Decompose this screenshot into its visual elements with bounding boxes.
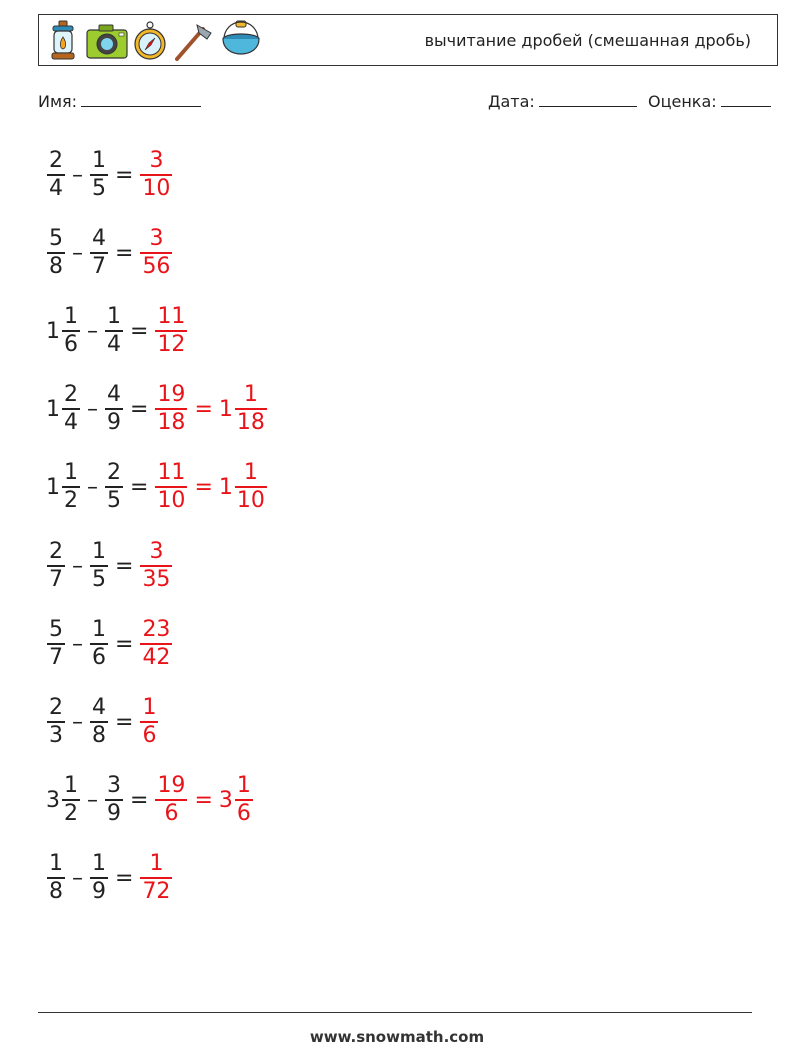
answer-fraction bbox=[155, 773, 187, 827]
denominator: 10 bbox=[157, 487, 186, 513]
numerator: 1 bbox=[142, 695, 157, 721]
whole-part: 1 bbox=[46, 318, 60, 344]
numerator: 1 bbox=[107, 304, 121, 330]
denominator: 3 bbox=[49, 722, 63, 748]
denominator: 42 bbox=[142, 644, 171, 670]
denominator: 7 bbox=[49, 644, 63, 670]
numerator: 1 bbox=[64, 773, 78, 799]
denominator: 5 bbox=[107, 487, 121, 513]
answer-fraction bbox=[155, 460, 187, 514]
denominator: 18 bbox=[236, 409, 265, 435]
numerator: 1 bbox=[64, 304, 78, 330]
grade-field bbox=[648, 92, 771, 111]
numerator: 2 bbox=[49, 148, 63, 174]
denominator: 5 bbox=[92, 175, 106, 201]
answer bbox=[154, 382, 267, 436]
answer-whole-part: 1 bbox=[218, 396, 233, 422]
numerator: 1 bbox=[92, 539, 106, 565]
equals-sign: = bbox=[115, 162, 134, 188]
problem-row bbox=[46, 770, 254, 830]
numerator: 11 bbox=[157, 304, 186, 330]
denominator: 9 bbox=[107, 409, 121, 435]
worksheet-header bbox=[38, 14, 778, 66]
minus-sign: – bbox=[87, 318, 98, 344]
camera-icon bbox=[85, 21, 129, 61]
denominator: 6 bbox=[92, 644, 106, 670]
numerator: 19 bbox=[157, 773, 186, 799]
numerator: 3 bbox=[107, 773, 121, 799]
answer bbox=[139, 148, 173, 202]
denominator: 4 bbox=[107, 331, 121, 357]
subtrahend-fraction bbox=[90, 695, 108, 749]
answer bbox=[154, 773, 253, 827]
denominator: 10 bbox=[142, 175, 171, 201]
numerator: 2 bbox=[107, 460, 121, 486]
denominator: 4 bbox=[64, 409, 78, 435]
subtrahend-fraction bbox=[90, 851, 108, 905]
minuend-fraction bbox=[62, 304, 80, 358]
grade-blank[interactable] bbox=[721, 92, 771, 107]
denominator: 10 bbox=[236, 487, 265, 513]
numerator: 4 bbox=[92, 695, 106, 721]
answer-equals-sign: = bbox=[194, 396, 213, 422]
answer-equals-sign: = bbox=[194, 474, 213, 500]
minuend-fraction bbox=[62, 382, 80, 436]
equals-sign: = bbox=[115, 553, 134, 579]
subtrahend-fraction bbox=[90, 539, 108, 593]
numerator: 3 bbox=[149, 226, 164, 252]
answer-mixed-fraction bbox=[235, 773, 253, 827]
minuend-fraction bbox=[62, 460, 80, 514]
numerator: 1 bbox=[92, 148, 106, 174]
answer bbox=[139, 539, 173, 593]
denominator: 6 bbox=[64, 331, 78, 357]
numerator: 1 bbox=[236, 773, 251, 799]
answer bbox=[139, 695, 159, 749]
numerator: 19 bbox=[157, 382, 186, 408]
numerator: 1 bbox=[64, 460, 78, 486]
subtrahend-fraction bbox=[90, 148, 108, 202]
numerator: 1 bbox=[243, 382, 258, 408]
numerator: 1 bbox=[149, 851, 164, 877]
denominator: 6 bbox=[236, 800, 251, 826]
problem-row bbox=[46, 457, 268, 517]
footer-url: www.snowmath.com bbox=[309, 1028, 485, 1046]
minus-sign: – bbox=[87, 396, 98, 422]
subtrahend-fraction bbox=[105, 382, 123, 436]
answer bbox=[139, 851, 173, 905]
minuend-fraction bbox=[47, 695, 65, 749]
equals-sign: = bbox=[115, 709, 134, 735]
numerator: 5 bbox=[49, 226, 63, 252]
minus-sign: – bbox=[87, 787, 98, 813]
problem-row bbox=[46, 379, 268, 439]
equals-sign: = bbox=[115, 240, 134, 266]
answer-fraction bbox=[155, 304, 187, 358]
denominator: 6 bbox=[142, 722, 157, 748]
date-label: Дата: bbox=[488, 92, 535, 111]
whole-part: 1 bbox=[46, 474, 60, 500]
answer bbox=[139, 226, 173, 280]
minus-sign: – bbox=[72, 240, 83, 266]
numerator: 3 bbox=[149, 539, 164, 565]
denominator: 4 bbox=[49, 175, 63, 201]
numerator: 3 bbox=[149, 148, 164, 174]
subtrahend-fraction bbox=[90, 617, 108, 671]
denominator: 35 bbox=[142, 566, 171, 592]
denominator: 8 bbox=[49, 878, 63, 904]
denominator: 7 bbox=[49, 566, 63, 592]
denominator: 56 bbox=[142, 253, 171, 279]
subtrahend-fraction bbox=[90, 226, 108, 280]
axe-icon bbox=[171, 19, 215, 63]
answer-whole-part: 1 bbox=[218, 474, 233, 500]
equals-sign: = bbox=[130, 318, 149, 344]
denominator: 7 bbox=[92, 253, 106, 279]
name-label: Имя: bbox=[38, 92, 78, 111]
answer-fraction bbox=[140, 617, 172, 671]
answer bbox=[154, 460, 267, 514]
problem-row bbox=[46, 848, 173, 908]
numerator: 5 bbox=[49, 617, 63, 643]
answer bbox=[139, 617, 173, 671]
denominator: 2 bbox=[64, 800, 78, 826]
equals-sign: = bbox=[130, 474, 149, 500]
minuend-fraction bbox=[47, 617, 65, 671]
numerator: 1 bbox=[92, 617, 106, 643]
minus-sign: – bbox=[72, 631, 83, 657]
problem-row bbox=[46, 301, 188, 361]
minuend-fraction bbox=[62, 773, 80, 827]
minuend-fraction bbox=[47, 851, 65, 905]
denominator: 12 bbox=[157, 331, 186, 357]
minus-sign: – bbox=[72, 709, 83, 735]
numerator: 1 bbox=[49, 851, 63, 877]
problem-row bbox=[46, 692, 159, 752]
denominator: 5 bbox=[92, 566, 106, 592]
answer-fraction bbox=[140, 539, 172, 593]
numerator: 4 bbox=[107, 382, 121, 408]
minus-sign: – bbox=[87, 474, 98, 500]
answer-fraction bbox=[140, 851, 172, 905]
minus-sign: – bbox=[72, 553, 83, 579]
problem-row bbox=[46, 536, 173, 596]
whole-part: 3 bbox=[46, 787, 60, 813]
numerator: 2 bbox=[49, 695, 63, 721]
equals-sign: = bbox=[130, 787, 149, 813]
denominator: 8 bbox=[49, 253, 63, 279]
answer-fraction bbox=[140, 226, 172, 280]
minuend-fraction bbox=[47, 226, 65, 280]
worksheet-title: вычитание дробей (смешанная дробь) bbox=[424, 31, 751, 50]
numerator: 11 bbox=[157, 460, 186, 486]
subtrahend-fraction bbox=[105, 773, 123, 827]
name-field bbox=[38, 92, 201, 111]
denominator: 6 bbox=[164, 800, 179, 826]
lantern-icon bbox=[45, 19, 81, 63]
minuend-fraction bbox=[47, 539, 65, 593]
footer-divider bbox=[38, 1012, 752, 1013]
numerator: 2 bbox=[49, 539, 63, 565]
pot-icon bbox=[219, 19, 263, 63]
numerator: 23 bbox=[142, 617, 171, 643]
denominator: 9 bbox=[92, 878, 106, 904]
minuend-fraction bbox=[47, 148, 65, 202]
answer bbox=[154, 304, 188, 358]
answer-fraction bbox=[155, 382, 187, 436]
numerator: 1 bbox=[243, 460, 258, 486]
answer-mixed-fraction bbox=[235, 382, 267, 436]
answer-whole-part: 3 bbox=[218, 787, 233, 813]
name-blank[interactable] bbox=[81, 92, 201, 107]
date-blank[interactable] bbox=[539, 92, 637, 107]
equals-sign: = bbox=[115, 631, 134, 657]
subtrahend-fraction bbox=[105, 304, 123, 358]
numerator: 2 bbox=[64, 382, 78, 408]
answer-fraction bbox=[140, 695, 158, 749]
numerator: 4 bbox=[92, 226, 106, 252]
numerator: 1 bbox=[92, 851, 106, 877]
answer-mixed-fraction bbox=[235, 460, 267, 514]
whole-part: 1 bbox=[46, 396, 60, 422]
equals-sign: = bbox=[130, 396, 149, 422]
denominator: 72 bbox=[142, 878, 171, 904]
denominator: 2 bbox=[64, 487, 78, 513]
problem-row bbox=[46, 223, 173, 283]
denominator: 18 bbox=[157, 409, 186, 435]
equals-sign: = bbox=[115, 865, 134, 891]
minus-sign: – bbox=[72, 865, 83, 891]
denominator: 8 bbox=[92, 722, 106, 748]
grade-label: Оценка: bbox=[648, 92, 717, 111]
subtrahend-fraction bbox=[105, 460, 123, 514]
answer-equals-sign: = bbox=[194, 787, 213, 813]
problem-row bbox=[46, 614, 173, 674]
denominator: 9 bbox=[107, 800, 121, 826]
problem-row bbox=[46, 145, 173, 205]
date-field bbox=[488, 92, 637, 111]
icon-strip bbox=[45, 17, 263, 65]
minus-sign: – bbox=[72, 162, 83, 188]
compass-icon bbox=[133, 19, 167, 63]
answer-fraction bbox=[140, 148, 172, 202]
